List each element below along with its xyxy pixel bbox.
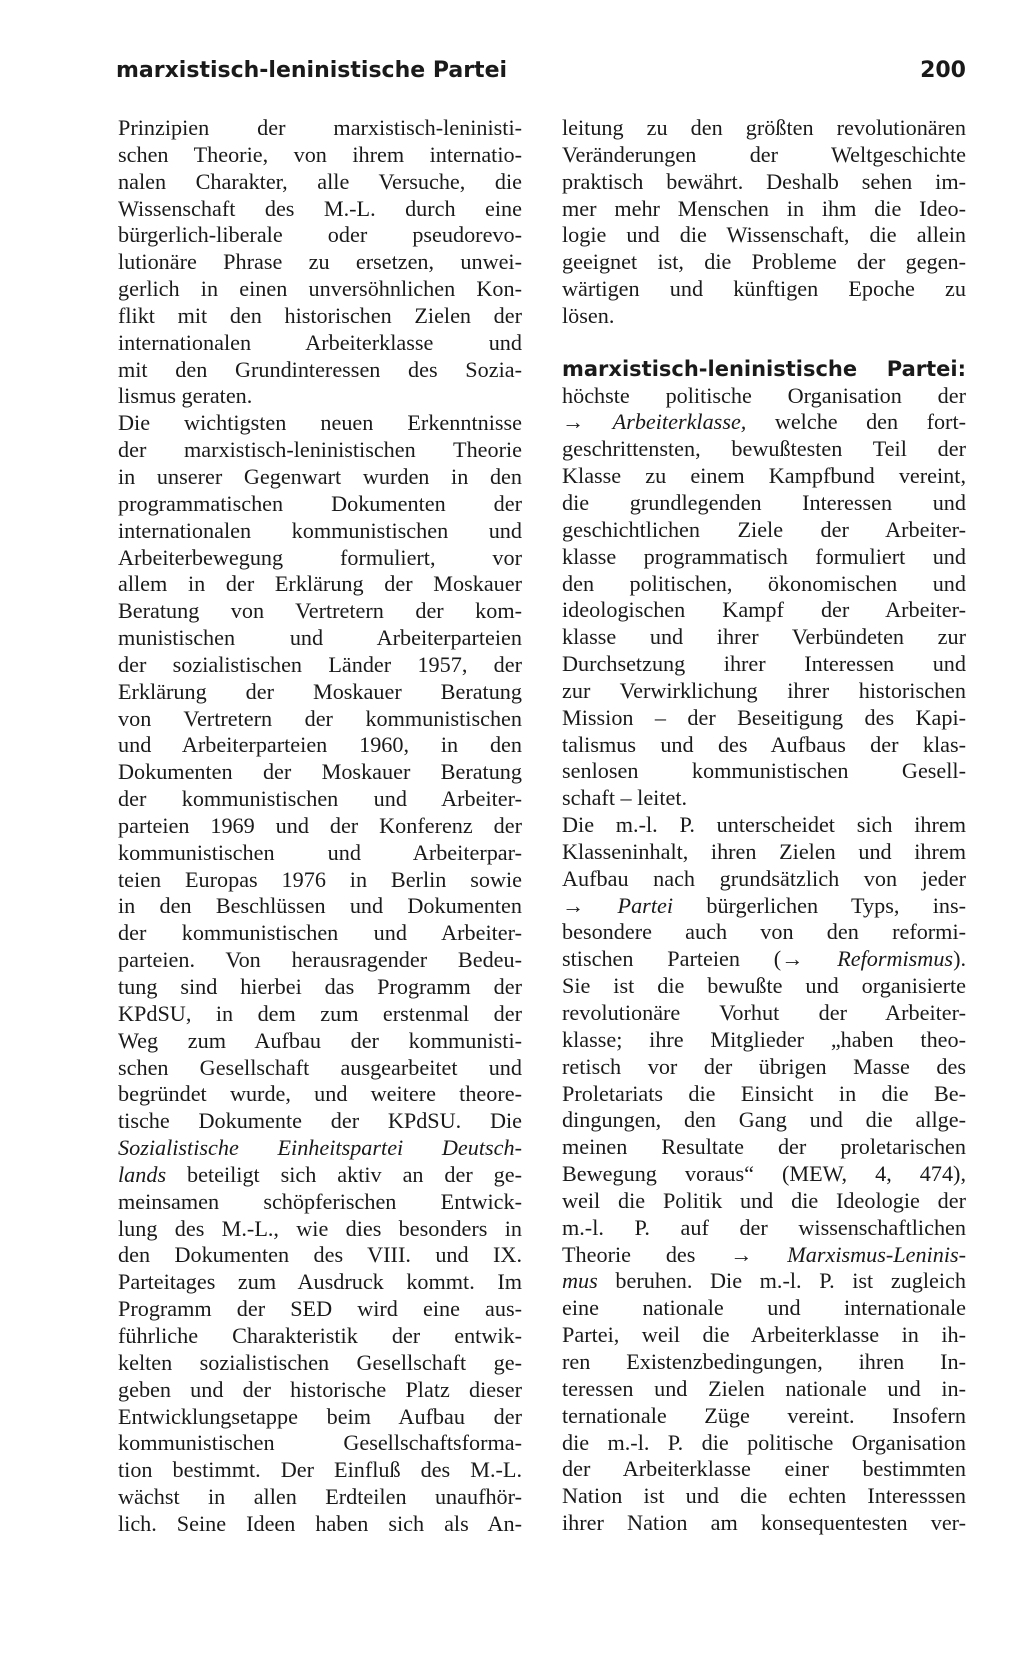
text-line: lismus geraten. — [118, 383, 253, 409]
text-line: Durchsetzung ihrer Interessen und — [562, 651, 966, 677]
text-line: ihrer Nation am konsequentesten ver- — [562, 1510, 966, 1536]
text-line: und Arbeiterparteien 1960, in den — [118, 732, 522, 758]
paragraph-documents — [118, 410, 522, 1537]
text-line: senlosen kommunistischen Gesell- — [562, 758, 966, 784]
text-line: schen Theorie, von ihrem internatio- — [118, 141, 522, 167]
text-line: m.-l. P. auf der wissenschaftlichen — [562, 1214, 966, 1240]
text-line: weil die Politik und die Ideologie der — [562, 1187, 966, 1213]
text-line — [562, 1242, 966, 1269]
text-line: Klasse zu einem Kampfbund vereint, — [562, 463, 966, 489]
text-line: revolutionäre Vorhut der Arbeiter- — [562, 1000, 966, 1025]
text-line: lösen. — [562, 302, 615, 328]
cross-reference-arrow-icon: → — [781, 946, 804, 972]
text-line: kommunistischen und Arbeiterpar- — [118, 839, 522, 865]
page-number: 200 — [920, 58, 966, 83]
text-line — [562, 946, 966, 973]
text-line: dingungen, den Gang und die allge- — [562, 1107, 966, 1133]
text-line — [118, 1135, 522, 1162]
text-line: Prinzipien der marxistisch-leninisti- — [118, 115, 522, 140]
text-line: mer mehr Menschen in ihm die Ideo- — [562, 195, 966, 221]
text-line — [562, 409, 966, 436]
text-line: internationalen kommunistischen und — [118, 517, 522, 543]
text-line: Beratung von Vertretern der kom- — [118, 598, 522, 624]
text-line: bürgerlich-liberale oder pseudorevo- — [118, 222, 522, 248]
text-line: Veränderungen der Weltgeschichte — [562, 141, 966, 167]
text-line — [118, 1162, 522, 1189]
party-reference: lands — [118, 1161, 167, 1187]
text-line: meinen Resultate der proletarischen — [562, 1134, 966, 1160]
text-line: mit den Grundinteressen des Sozia- — [118, 356, 522, 382]
text-line: teien Europas 1976 in Berlin sowie — [118, 866, 522, 892]
text-line: retisch vor der übrigen Masse des — [562, 1053, 966, 1079]
party-reference: Sozialistische Einheitspartei Deutsch- — [118, 1135, 522, 1161]
text-line: Partei, weil die Arbeiterklasse in ih- — [562, 1322, 966, 1348]
text-line: den Dokumenten des VIII. und IX. — [118, 1242, 522, 1268]
text-line: allem in der Erklärung der Moskauer — [118, 571, 522, 597]
text-line: von Vertretern der kommunistischen — [118, 705, 522, 731]
text-line: Erklärung der Moskauer Beratung — [118, 678, 522, 704]
text-line — [562, 1268, 966, 1295]
text-line: der Arbeiterklasse einer bestimmten — [562, 1456, 966, 1482]
text-line: besondere auch von den reformi- — [562, 919, 966, 945]
text-line: die grundlegenden Interessen und — [562, 489, 966, 515]
text-fragment: bürgerlichen Typs, ins- — [706, 892, 966, 918]
entry-headword: marxistisch-leninistische — [562, 356, 858, 381]
text-fragment: beruhen. Die m.-l. P. ist zugleich — [615, 1268, 966, 1294]
text-line: geschichtlichen Ziele der Arbeiter- — [562, 516, 966, 542]
entry-headword-line — [562, 356, 966, 383]
text-line: KPdSU, in dem zum erstenmal der — [118, 1000, 522, 1026]
text-line: den politischen, ökonomischen und — [562, 570, 966, 596]
cross-reference: Marxismus-Leninis- — [787, 1241, 967, 1267]
left-column — [118, 115, 522, 1538]
text-line: wärtigen und künftigen Epoche zu — [562, 276, 966, 302]
text-line: geschrittensten, bewußtesten Teil der — [562, 436, 966, 462]
text-line: Aufbau nach grundsätzlich von jeder — [562, 865, 966, 891]
text-line: der sozialistischen Länder 1957, der — [118, 651, 522, 677]
text-line: Nation ist und die echten Interesssen — [562, 1483, 966, 1509]
text-line: praktisch bewährt. Deshalb sehen im- — [562, 168, 966, 194]
text-line: Arbeiterbewegung formuliert, vor — [118, 544, 522, 570]
text-line: parteien 1969 und der Konferenz der — [118, 812, 522, 838]
text-fragment: beteiligt sich aktiv an der ge- — [187, 1161, 522, 1187]
text-fragment: welche den fort- — [774, 409, 966, 435]
text-line: Die wichtigsten neuen Erkenntnisse — [118, 410, 522, 436]
text-line: tion bestimmt. Der Einfluß des M.-L. — [118, 1457, 522, 1483]
paragraph-continuation — [562, 115, 966, 330]
text-line: Bewegung voraus“ (MEW, 4, 474), — [562, 1161, 966, 1187]
text-line: klasse und ihrer Verbündeten zur — [562, 624, 966, 650]
text-line: klasse; ihre Mitglieder „haben theo- — [562, 1026, 966, 1052]
text-line: Sie ist die bewußte und organisierte — [562, 973, 966, 999]
text-line: Die m.-l. P. unterscheidet sich ihrem — [562, 812, 966, 838]
text-line: der kommunistischen und Arbeiter- — [118, 920, 522, 946]
cross-reference: mus — [562, 1268, 598, 1294]
text-line: nalen Charakter, alle Versuche, die — [118, 168, 522, 194]
text-line: der marxistisch-leninistischen Theorie — [118, 437, 522, 463]
running-head — [116, 58, 966, 92]
text-line: Proletariats die Einsicht in die Be- — [562, 1080, 966, 1106]
text-line: höchste politische Organisation der — [562, 382, 966, 408]
text-line: Parteitages zum Ausdruck kommt. Im — [118, 1269, 522, 1295]
text-line: munistischen und Arbeiterparteien — [118, 625, 522, 651]
text-line: klasse programmatisch formuliert und — [562, 543, 966, 569]
entry-headword: Partei: — [886, 356, 966, 381]
text-line: talismus und des Aufbaus der klas- — [562, 731, 966, 757]
text-line: logie und die Wissenschaft, die allein — [562, 222, 966, 248]
running-title: marxistisch-leninistische Partei — [116, 58, 508, 83]
text-fragment: stischen Parteien ( — [562, 946, 782, 972]
text-line: Entwicklungsetappe beim Aufbau der — [118, 1403, 522, 1429]
text-line: geben und der historische Platz dieser — [118, 1376, 522, 1402]
text-line: führliche Charakteristik der entwik- — [118, 1322, 522, 1348]
text-fragment: ). — [953, 946, 966, 972]
text-line — [562, 893, 966, 920]
entry-spacing — [562, 330, 966, 356]
text-line: zur Verwirklichung ihrer historischen — [562, 677, 966, 703]
right-column — [562, 115, 966, 1537]
text-line: geeignet ist, die Probleme der gegen- — [562, 249, 966, 275]
text-line: der kommunistischen und Arbeiter- — [118, 786, 522, 812]
text-line: lutionäre Phrase zu ersetzen, unwei- — [118, 249, 522, 275]
cross-reference: Partei — [617, 892, 673, 918]
dictionary-entry — [562, 356, 966, 1537]
paragraph-principles — [118, 115, 522, 410]
text-line: internationalen Arbeiterklasse und — [118, 329, 522, 355]
cross-reference-arrow-icon: → — [562, 892, 585, 918]
text-line: leitung zu den größten revolutionären — [562, 115, 966, 140]
cross-reference: Arbeiterklasse, — [612, 409, 747, 435]
text-line: wächst in allen Erdteilen unaufhör- — [118, 1484, 522, 1510]
text-line: tische Dokumente der KPdSU. Die — [118, 1108, 522, 1134]
text-line: Dokumenten der Moskauer Beratung — [118, 759, 522, 785]
text-line: ideologischen Kampf der Arbeiter- — [562, 597, 966, 623]
text-line: in den Beschlüssen und Dokumenten — [118, 893, 522, 919]
text-line: flikt mit den historischen Zielen der — [118, 302, 522, 328]
text-line: teressen und Zielen nationale und in- — [562, 1375, 966, 1401]
cross-reference-arrow-icon: → — [730, 1241, 753, 1267]
text-line: lung des M.-L., wie dies besonders in — [118, 1215, 522, 1241]
text-line: Mission – der Beseitigung des Kapi- — [562, 704, 966, 730]
text-line: Wissenschaft des M.-L. durch eine — [118, 195, 522, 221]
text-line: begründet wurde, und weitere theore- — [118, 1081, 522, 1107]
cross-reference-arrow-icon: → — [562, 409, 585, 435]
text-line: tung sind hierbei das Programm der — [118, 974, 522, 999]
text-line: lich. Seine Ideen haben sich als An- — [118, 1510, 522, 1536]
text-line: Weg zum Aufbau der kommunisti- — [118, 1027, 522, 1053]
text-line: ternationale Züge vereint. Insofern — [562, 1402, 966, 1428]
text-line: programmatischen Dokumenten der — [118, 490, 522, 516]
text-line: eine nationale und internationale — [562, 1295, 966, 1321]
text-line: in unserer Gegenwart wurden in den — [118, 463, 522, 489]
text-line: parteien. Von herausragender Bedeu- — [118, 947, 522, 973]
text-line: meinsamen schöpferischen Entwick- — [118, 1188, 522, 1214]
text-line: schen Gesellschaft ausgearbeitet und — [118, 1054, 522, 1080]
cross-reference: Reformismus — [837, 946, 954, 972]
text-line: schaft – leitet. — [562, 785, 688, 811]
text-line: Programm der SED wird eine aus- — [118, 1296, 522, 1322]
text-line: die m.-l. P. die politische Organisation — [562, 1429, 966, 1455]
text-line: Klasseninhalt, ihren Zielen und ihrem — [562, 838, 966, 864]
text-fragment: Theorie des — [562, 1241, 696, 1267]
text-line: ren Existenzbedingungen, ihren In- — [562, 1348, 966, 1374]
text-line: kelten sozialistischen Gesellschaft ge- — [118, 1349, 522, 1375]
text-line: gerlich in einen unversöhnlichen Kon- — [118, 276, 522, 302]
text-line: kommunistischen Gesellschaftsforma- — [118, 1430, 522, 1456]
